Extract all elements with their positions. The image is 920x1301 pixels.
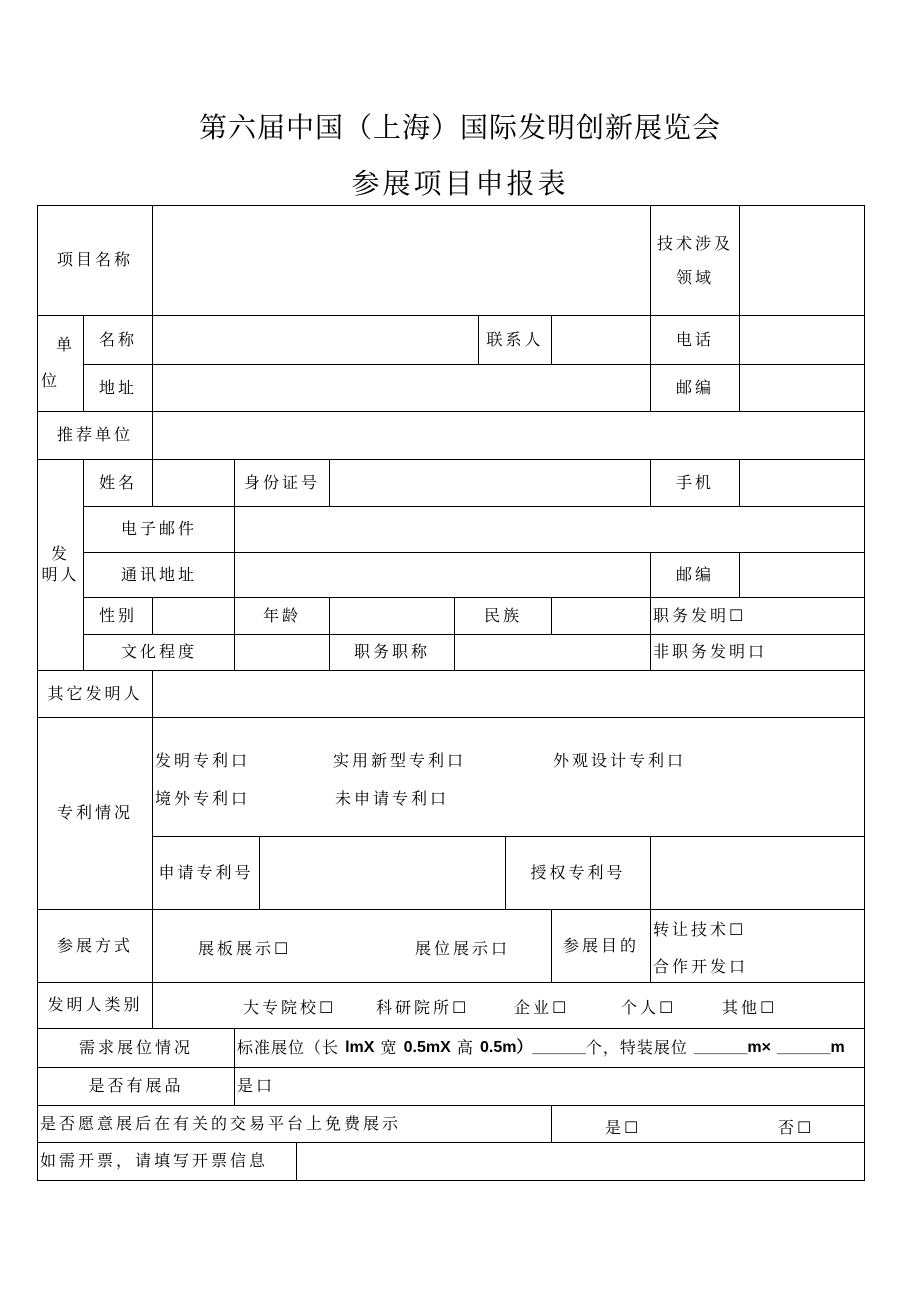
inventor-postcode-label: 邮编 <box>650 552 740 598</box>
tech-field-field[interactable] <box>739 205 865 316</box>
unit-contact-label: 联系人 <box>478 315 552 365</box>
inventor-type-individual-checkbox[interactable]: 个人☐ <box>621 998 677 1017</box>
patent-options-area <box>152 717 865 837</box>
inventor-job-title-field[interactable] <box>454 634 651 671</box>
invoice-field[interactable] <box>296 1142 865 1181</box>
inventor-type-other-checkbox[interactable]: 其他☐ <box>722 998 778 1017</box>
unit-postcode-field[interactable] <box>739 364 865 412</box>
exhibit-method-label: 参展方式 <box>37 909 153 983</box>
inventor-ethnicity-field[interactable] <box>551 597 651 635</box>
board-display-checkbox[interactable]: 展板展示☐ <box>198 939 292 958</box>
inventor-gender-label: 性别 <box>83 597 153 635</box>
other-inventors-field[interactable] <box>152 670 865 718</box>
unit-contact-field[interactable] <box>551 315 651 365</box>
inventor-age-label: 年龄 <box>234 597 330 635</box>
inventor-age-field[interactable] <box>329 597 455 635</box>
inventor-mobile-label: 手机 <box>650 459 740 507</box>
inventor-postcode-field[interactable] <box>739 552 865 598</box>
exhibit-purpose-label: 参展目的 <box>551 909 651 983</box>
inventor-mobile-field[interactable] <box>739 459 865 507</box>
unit-postcode-label: 邮编 <box>650 364 740 412</box>
inventor-type-enterprise-checkbox[interactable]: 企业☐ <box>514 998 570 1017</box>
inventor-name-field[interactable] <box>152 459 235 507</box>
inventor-ethnicity-label: 民族 <box>454 597 552 635</box>
project-name-field[interactable] <box>152 205 651 316</box>
unit-phone-field[interactable] <box>739 315 865 365</box>
unit-label-line1: 单 <box>55 335 75 355</box>
purpose-cooperate-checkbox[interactable]: 合作开发口 <box>653 957 749 976</box>
patent-design-checkbox[interactable]: 外观设计专利口 <box>553 751 687 770</box>
free-display-yes-checkbox[interactable]: 是☐ <box>605 1118 642 1137</box>
inventor-mail-address-field[interactable] <box>234 552 651 598</box>
inventor-id-label: 身份证号 <box>234 459 330 507</box>
booth-demand-width-label: 宽 <box>380 1037 398 1057</box>
form-title: 第六届中国（上海）国际发明创新展览会 <box>198 111 721 144</box>
unit-name-field[interactable] <box>152 315 479 365</box>
inventor-email-field[interactable] <box>234 506 865 553</box>
project-name-label: 项目名称 <box>37 205 153 316</box>
booth-demand-label: 需求展位情况 <box>37 1028 235 1068</box>
tech-field-label <box>650 205 740 316</box>
unit-label-line2: 位 <box>40 370 60 390</box>
booth-demand-height-label: 高 <box>456 1037 474 1057</box>
free-display-no-checkbox[interactable]: 否☐ <box>778 1118 815 1137</box>
patent-not-applied-checkbox[interactable]: 未申请专利口 <box>335 789 450 808</box>
inventor-id-field[interactable] <box>329 459 651 507</box>
inventor-education-field[interactable] <box>234 634 330 671</box>
booth-display-checkbox[interactable]: 展位展示口 <box>415 939 511 958</box>
tech-field-label-line2: 领域 <box>675 267 714 287</box>
booth-demand-prefix: 标准展位（长 <box>237 1037 340 1057</box>
patent-invention-checkbox[interactable]: 发明专利口 <box>155 751 251 770</box>
form-subtitle: 参展项目申报表 <box>351 167 569 200</box>
granted-no-field[interactable] <box>650 836 865 910</box>
booth-demand-height: 0.5m）______ <box>480 1038 586 1056</box>
inventor-label-line1: 发 <box>50 544 70 564</box>
invoice-label: 如需开票，请填写开票信息 <box>37 1142 297 1181</box>
inventor-label <box>37 459 84 671</box>
patent-utility-model-checkbox[interactable]: 实用新型专利口 <box>333 751 467 770</box>
recommend-unit-label: 推荐单位 <box>37 411 153 460</box>
special-booth-width-blank: ______m <box>777 1038 845 1056</box>
booth-demand-length: lmX <box>345 1038 375 1056</box>
unit-phone-label: 电话 <box>650 315 740 365</box>
booth-demand-width: 0.5mX <box>403 1038 451 1056</box>
exhibits-yes-checkbox[interactable]: 是口 <box>234 1067 865 1106</box>
exhibits-label: 是否有展品 <box>37 1067 235 1106</box>
inventor-type-label: 发明人类别 <box>37 982 153 1029</box>
other-inventors-label: 其它发明人 <box>37 670 153 718</box>
inventor-type-institute-checkbox[interactable]: 科研院所☐ <box>376 998 470 1017</box>
unit-address-label: 地址 <box>83 364 153 412</box>
unit-name-label: 名称 <box>83 315 153 365</box>
special-booth-length-blank: ______m× <box>693 1038 771 1056</box>
unit-address-field[interactable] <box>152 364 651 412</box>
inventor-gender-field[interactable] <box>152 597 235 635</box>
inventor-job-title-label: 职务职称 <box>329 634 455 671</box>
application-no-field[interactable] <box>259 836 506 910</box>
application-no-label: 申请专利号 <box>152 836 260 910</box>
non-service-invention-checkbox[interactable]: 非职务发明口 <box>650 634 865 671</box>
booth-demand-text[interactable] <box>234 1028 865 1068</box>
patent-foreign-checkbox[interactable]: 境外专利口 <box>155 789 251 808</box>
service-invention-checkbox[interactable]: 职务发明☐ <box>650 597 865 635</box>
free-display-label: 是否愿意展后在有关的交易平台上免费展示 <box>37 1105 552 1143</box>
free-display-options <box>551 1105 865 1143</box>
tech-field-label-line1: 技术涉及 <box>656 233 733 253</box>
inventor-education-label: 文化程度 <box>83 634 235 671</box>
inventor-label-line2: 明人 <box>41 565 80 584</box>
inventor-name-label: 姓名 <box>83 459 153 507</box>
patent-label: 专利情况 <box>37 717 153 910</box>
purpose-transfer-checkbox[interactable]: 转让技术☐ <box>653 920 747 939</box>
granted-no-label: 授权专利号 <box>505 836 651 910</box>
inventor-email-label: 电子邮件 <box>83 506 235 553</box>
inventor-mail-address-label: 通讯地址 <box>83 552 235 598</box>
booth-demand-unit: 个，特装展位 <box>585 1037 688 1057</box>
inventor-type-college-checkbox[interactable]: 大专院校☐ <box>243 998 337 1017</box>
recommend-unit-field[interactable] <box>152 411 865 460</box>
unit-label <box>37 315 84 412</box>
